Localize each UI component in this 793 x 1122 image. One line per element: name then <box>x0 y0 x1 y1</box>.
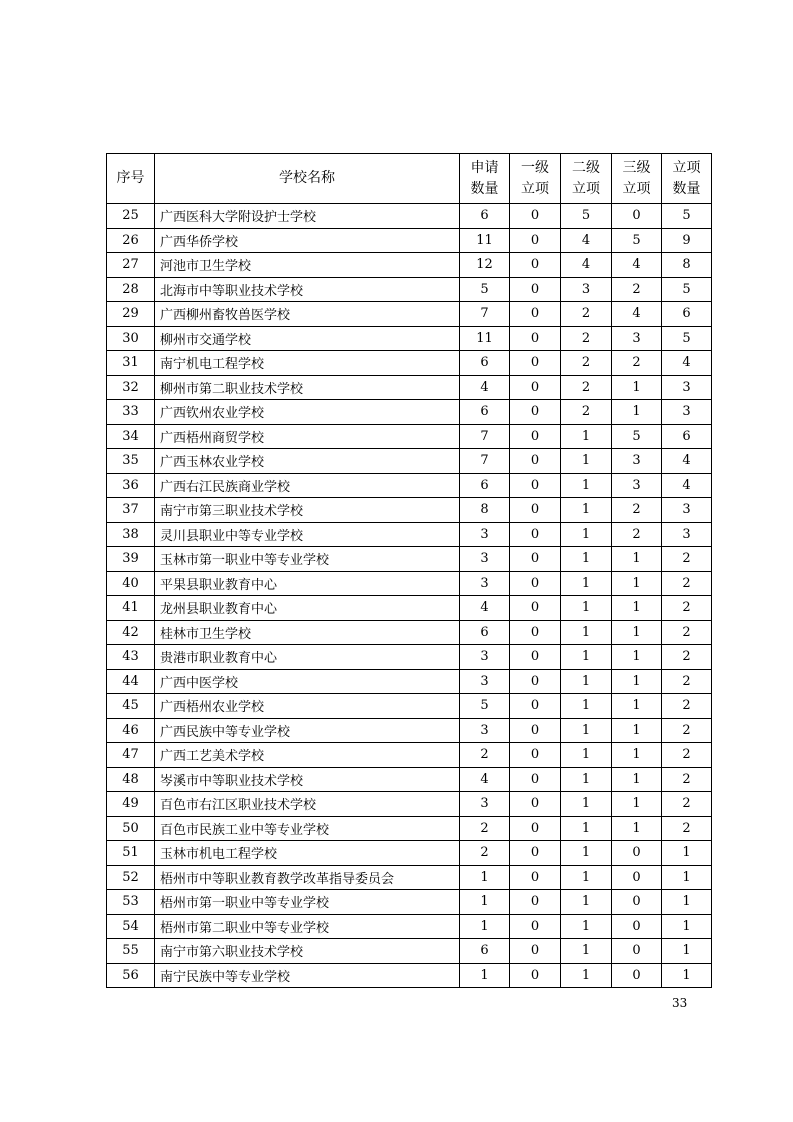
cell-level2: 1 <box>561 963 612 988</box>
cell-total: 5 <box>662 326 712 351</box>
cell-level3: 1 <box>612 718 662 743</box>
cell-seq: 50 <box>107 816 155 841</box>
cell-level1: 0 <box>510 522 561 547</box>
table-row <box>107 277 712 302</box>
cell-apply-count: 2 <box>460 743 510 768</box>
cell-level1: 0 <box>510 645 561 670</box>
cell-level1: 0 <box>510 743 561 768</box>
cell-level1: 0 <box>510 718 561 743</box>
cell-level2: 1 <box>561 547 612 572</box>
cell-apply-count: 4 <box>460 767 510 792</box>
cell-level3: 5 <box>612 228 662 253</box>
cell-level1: 0 <box>510 767 561 792</box>
cell-level3: 0 <box>612 963 662 988</box>
cell-level3: 1 <box>612 375 662 400</box>
cell-level2: 4 <box>561 228 612 253</box>
cell-level3: 1 <box>612 571 662 596</box>
cell-apply-count: 7 <box>460 424 510 449</box>
cell-level1: 0 <box>510 228 561 253</box>
cell-seq: 36 <box>107 473 155 498</box>
cell-level3: 1 <box>612 547 662 572</box>
cell-seq: 31 <box>107 351 155 376</box>
cell-seq: 25 <box>107 204 155 229</box>
cell-level2: 2 <box>561 351 612 376</box>
table-row <box>107 253 712 278</box>
cell-apply-count: 3 <box>460 669 510 694</box>
cell-apply-count: 1 <box>460 890 510 915</box>
table-row <box>107 473 712 498</box>
table-row <box>107 571 712 596</box>
cell-level2: 1 <box>561 424 612 449</box>
table-row <box>107 939 712 964</box>
table-row <box>107 718 712 743</box>
cell-level1: 0 <box>510 669 561 694</box>
cell-level1: 0 <box>510 277 561 302</box>
cell-total: 3 <box>662 498 712 523</box>
cell-level1: 0 <box>510 424 561 449</box>
cell-seq: 49 <box>107 792 155 817</box>
cell-school-name: 广西梧州农业学校 <box>155 694 460 719</box>
cell-total: 3 <box>662 522 712 547</box>
cell-seq: 41 <box>107 596 155 621</box>
cell-apply-count: 3 <box>460 571 510 596</box>
cell-total: 1 <box>662 865 712 890</box>
cell-level1: 0 <box>510 816 561 841</box>
table-header-row <box>107 154 712 204</box>
cell-seq: 47 <box>107 743 155 768</box>
cell-level1: 0 <box>510 865 561 890</box>
cell-seq: 42 <box>107 620 155 645</box>
cell-total: 6 <box>662 424 712 449</box>
cell-level1: 0 <box>510 375 561 400</box>
cell-level3: 0 <box>612 939 662 964</box>
cell-apply-count: 1 <box>460 963 510 988</box>
cell-total: 3 <box>662 400 712 425</box>
cell-level3: 4 <box>612 253 662 278</box>
cell-seq: 35 <box>107 449 155 474</box>
table-row <box>107 228 712 253</box>
table-row <box>107 743 712 768</box>
cell-level2: 1 <box>561 743 612 768</box>
cell-level2: 1 <box>561 890 612 915</box>
cell-level1: 0 <box>510 841 561 866</box>
cell-level3: 0 <box>612 914 662 939</box>
table-row <box>107 424 712 449</box>
header-school-name: 学校名称 <box>155 154 460 204</box>
table-row <box>107 694 712 719</box>
cell-level1: 0 <box>510 914 561 939</box>
cell-level1: 0 <box>510 694 561 719</box>
cell-school-name: 广西中医学校 <box>155 669 460 694</box>
cell-level2: 3 <box>561 277 612 302</box>
cell-level2: 1 <box>561 694 612 719</box>
cell-level1: 0 <box>510 596 561 621</box>
cell-school-name: 广西民族中等专业学校 <box>155 718 460 743</box>
cell-seq: 29 <box>107 302 155 327</box>
cell-total: 1 <box>662 914 712 939</box>
cell-level3: 0 <box>612 841 662 866</box>
cell-level3: 1 <box>612 645 662 670</box>
cell-level3: 4 <box>612 302 662 327</box>
table-row <box>107 914 712 939</box>
cell-level2: 2 <box>561 400 612 425</box>
cell-apply-count: 1 <box>460 865 510 890</box>
cell-apply-count: 7 <box>460 302 510 327</box>
cell-level1: 0 <box>510 890 561 915</box>
cell-level2: 1 <box>561 914 612 939</box>
cell-level2: 1 <box>561 620 612 645</box>
cell-level2: 1 <box>561 939 612 964</box>
cell-school-name: 广西钦州农业学校 <box>155 400 460 425</box>
cell-total: 1 <box>662 939 712 964</box>
cell-apply-count: 6 <box>460 473 510 498</box>
cell-school-name: 百色市民族工业中等专业学校 <box>155 816 460 841</box>
cell-total: 2 <box>662 816 712 841</box>
cell-level3: 1 <box>612 792 662 817</box>
cell-level3: 2 <box>612 277 662 302</box>
cell-level3: 1 <box>612 816 662 841</box>
cell-total: 2 <box>662 571 712 596</box>
cell-level3: 1 <box>612 620 662 645</box>
cell-total: 2 <box>662 620 712 645</box>
table-row <box>107 620 712 645</box>
cell-level3: 3 <box>612 326 662 351</box>
cell-apply-count: 11 <box>460 326 510 351</box>
cell-level1: 0 <box>510 547 561 572</box>
cell-level1: 0 <box>510 963 561 988</box>
cell-seq: 52 <box>107 865 155 890</box>
cell-total: 4 <box>662 449 712 474</box>
cell-apply-count: 3 <box>460 645 510 670</box>
cell-level1: 0 <box>510 939 561 964</box>
cell-total: 2 <box>662 645 712 670</box>
cell-level1: 0 <box>510 253 561 278</box>
cell-school-name: 桂林市卫生学校 <box>155 620 460 645</box>
header-apply-count: 申请 数量 <box>460 154 510 204</box>
cell-seq: 55 <box>107 939 155 964</box>
cell-apply-count: 1 <box>460 914 510 939</box>
cell-apply-count: 6 <box>460 620 510 645</box>
cell-level1: 0 <box>510 473 561 498</box>
cell-apply-count: 4 <box>460 596 510 621</box>
table-row <box>107 547 712 572</box>
cell-school-name: 北海市中等职业技术学校 <box>155 277 460 302</box>
cell-school-name: 梧州市第二职业中等专业学校 <box>155 914 460 939</box>
cell-level1: 0 <box>510 326 561 351</box>
cell-school-name: 岑溪市中等职业技术学校 <box>155 767 460 792</box>
cell-level2: 1 <box>561 865 612 890</box>
table-row <box>107 375 712 400</box>
cell-total: 2 <box>662 767 712 792</box>
cell-school-name: 广西医科大学附设护士学校 <box>155 204 460 229</box>
cell-level1: 0 <box>510 302 561 327</box>
cell-seq: 26 <box>107 228 155 253</box>
cell-level1: 0 <box>510 571 561 596</box>
cell-level3: 2 <box>612 498 662 523</box>
cell-seq: 34 <box>107 424 155 449</box>
cell-level1: 0 <box>510 400 561 425</box>
cell-total: 3 <box>662 375 712 400</box>
cell-seq: 40 <box>107 571 155 596</box>
cell-apply-count: 7 <box>460 449 510 474</box>
cell-level2: 1 <box>561 816 612 841</box>
cell-level2: 1 <box>561 792 612 817</box>
cell-total: 2 <box>662 743 712 768</box>
cell-total: 9 <box>662 228 712 253</box>
cell-school-name: 龙州县职业教育中心 <box>155 596 460 621</box>
cell-total: 4 <box>662 473 712 498</box>
cell-total: 5 <box>662 204 712 229</box>
cell-school-name: 南宁机电工程学校 <box>155 351 460 376</box>
cell-apply-count: 6 <box>460 204 510 229</box>
cell-apply-count: 11 <box>460 228 510 253</box>
table-row <box>107 596 712 621</box>
table-row <box>107 522 712 547</box>
cell-total: 5 <box>662 277 712 302</box>
cell-level2: 1 <box>561 596 612 621</box>
cell-level2: 2 <box>561 326 612 351</box>
cell-apply-count: 6 <box>460 400 510 425</box>
table-row <box>107 841 712 866</box>
cell-school-name: 梧州市第一职业中等专业学校 <box>155 890 460 915</box>
cell-seq: 51 <box>107 841 155 866</box>
cell-school-name: 平果县职业教育中心 <box>155 571 460 596</box>
table-row <box>107 204 712 229</box>
cell-apply-count: 3 <box>460 792 510 817</box>
cell-apply-count: 6 <box>460 351 510 376</box>
cell-total: 6 <box>662 302 712 327</box>
cell-level3: 5 <box>612 424 662 449</box>
cell-apply-count: 5 <box>460 277 510 302</box>
table-row <box>107 326 712 351</box>
cell-level3: 3 <box>612 449 662 474</box>
cell-seq: 45 <box>107 694 155 719</box>
cell-school-name: 南宁市第六职业技术学校 <box>155 939 460 964</box>
cell-level3: 1 <box>612 743 662 768</box>
cell-seq: 46 <box>107 718 155 743</box>
cell-school-name: 玉林市第一职业中等专业学校 <box>155 547 460 572</box>
cell-apply-count: 12 <box>460 253 510 278</box>
header-total: 立项 数量 <box>662 154 712 204</box>
cell-school-name: 柳州市第二职业技术学校 <box>155 375 460 400</box>
cell-level2: 1 <box>561 718 612 743</box>
page-number: 33 <box>672 996 688 1010</box>
cell-level3: 2 <box>612 351 662 376</box>
cell-seq: 53 <box>107 890 155 915</box>
header-level1: 一级 立项 <box>510 154 561 204</box>
header-seq: 序号 <box>107 154 155 204</box>
cell-level3: 1 <box>612 400 662 425</box>
cell-total: 2 <box>662 718 712 743</box>
cell-level2: 5 <box>561 204 612 229</box>
cell-apply-count: 5 <box>460 694 510 719</box>
cell-seq: 37 <box>107 498 155 523</box>
school-project-table <box>106 153 712 988</box>
cell-school-name: 广西右江民族商业学校 <box>155 473 460 498</box>
cell-apply-count: 3 <box>460 522 510 547</box>
cell-apply-count: 6 <box>460 939 510 964</box>
cell-seq: 44 <box>107 669 155 694</box>
table-row <box>107 400 712 425</box>
cell-school-name: 广西玉林农业学校 <box>155 449 460 474</box>
cell-seq: 56 <box>107 963 155 988</box>
cell-school-name: 广西工艺美术学校 <box>155 743 460 768</box>
cell-apply-count: 3 <box>460 547 510 572</box>
cell-seq: 43 <box>107 645 155 670</box>
cell-level2: 4 <box>561 253 612 278</box>
cell-seq: 32 <box>107 375 155 400</box>
cell-apply-count: 2 <box>460 816 510 841</box>
cell-apply-count: 2 <box>460 841 510 866</box>
cell-level2: 1 <box>561 669 612 694</box>
header-level3: 三级 立项 <box>612 154 662 204</box>
cell-level2: 1 <box>561 498 612 523</box>
cell-level2: 1 <box>561 841 612 866</box>
cell-level2: 2 <box>561 375 612 400</box>
cell-school-name: 贵港市职业教育中心 <box>155 645 460 670</box>
cell-level1: 0 <box>510 620 561 645</box>
table-row <box>107 865 712 890</box>
cell-school-name: 百色市右江区职业技术学校 <box>155 792 460 817</box>
table-row <box>107 767 712 792</box>
table-row <box>107 449 712 474</box>
cell-total: 1 <box>662 890 712 915</box>
table-row <box>107 963 712 988</box>
cell-level1: 0 <box>510 351 561 376</box>
cell-school-name: 南宁民族中等专业学校 <box>155 963 460 988</box>
cell-level2: 1 <box>561 767 612 792</box>
cell-apply-count: 3 <box>460 718 510 743</box>
cell-school-name: 玉林市机电工程学校 <box>155 841 460 866</box>
cell-level3: 1 <box>612 596 662 621</box>
cell-total: 2 <box>662 669 712 694</box>
cell-school-name: 柳州市交通学校 <box>155 326 460 351</box>
table-row <box>107 669 712 694</box>
cell-total: 1 <box>662 963 712 988</box>
cell-school-name: 广西华侨学校 <box>155 228 460 253</box>
cell-total: 2 <box>662 547 712 572</box>
cell-school-name: 广西柳州畜牧兽医学校 <box>155 302 460 327</box>
cell-seq: 39 <box>107 547 155 572</box>
cell-level3: 2 <box>612 522 662 547</box>
cell-apply-count: 4 <box>460 375 510 400</box>
cell-seq: 28 <box>107 277 155 302</box>
cell-level1: 0 <box>510 449 561 474</box>
cell-level3: 0 <box>612 890 662 915</box>
cell-school-name: 广西梧州商贸学校 <box>155 424 460 449</box>
cell-seq: 27 <box>107 253 155 278</box>
cell-level3: 3 <box>612 473 662 498</box>
cell-level3: 0 <box>612 204 662 229</box>
cell-seq: 38 <box>107 522 155 547</box>
cell-level2: 1 <box>561 522 612 547</box>
cell-school-name: 灵川县职业中等专业学校 <box>155 522 460 547</box>
cell-school-name: 南宁市第三职业技术学校 <box>155 498 460 523</box>
cell-level1: 0 <box>510 204 561 229</box>
cell-apply-count: 8 <box>460 498 510 523</box>
table-row <box>107 498 712 523</box>
cell-total: 2 <box>662 792 712 817</box>
cell-level3: 1 <box>612 669 662 694</box>
cell-seq: 30 <box>107 326 155 351</box>
cell-level1: 0 <box>510 792 561 817</box>
cell-total: 2 <box>662 596 712 621</box>
table-row <box>107 890 712 915</box>
table-row <box>107 816 712 841</box>
header-level2: 二级 立项 <box>561 154 612 204</box>
cell-level3: 1 <box>612 767 662 792</box>
cell-seq: 54 <box>107 914 155 939</box>
cell-level2: 1 <box>561 473 612 498</box>
table-row <box>107 792 712 817</box>
cell-seq: 33 <box>107 400 155 425</box>
cell-level1: 0 <box>510 498 561 523</box>
cell-level3: 0 <box>612 865 662 890</box>
cell-level2: 1 <box>561 645 612 670</box>
cell-seq: 48 <box>107 767 155 792</box>
cell-school-name: 梧州市中等职业教育教学改革指导委员会 <box>155 865 460 890</box>
table-row <box>107 302 712 327</box>
cell-total: 1 <box>662 841 712 866</box>
cell-total: 2 <box>662 694 712 719</box>
cell-total: 4 <box>662 351 712 376</box>
cell-level2: 1 <box>561 571 612 596</box>
table-row <box>107 351 712 376</box>
cell-total: 8 <box>662 253 712 278</box>
cell-level3: 1 <box>612 694 662 719</box>
cell-school-name: 河池市卫生学校 <box>155 253 460 278</box>
table-row <box>107 645 712 670</box>
cell-level2: 2 <box>561 302 612 327</box>
cell-level2: 1 <box>561 449 612 474</box>
table-body <box>107 204 712 988</box>
